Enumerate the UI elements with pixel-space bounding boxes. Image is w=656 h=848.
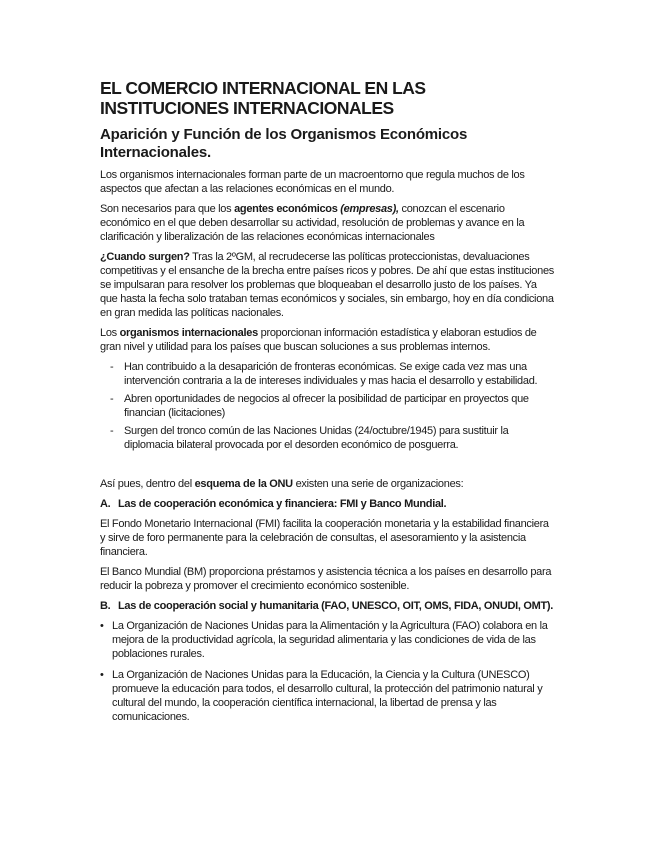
section-subtitle: Aparición y Función de los Organismos Económicos Internacionales.: [100, 126, 468, 161]
agents-post: conozcan el escenario económico en el que deben desarrollar su actividad, resolución de problemas y avance en la clarificación y liberalización de las relaciones económicas internacionales: [100, 203, 525, 243]
section-a-heading: [100, 497, 556, 511]
dash-list: [100, 360, 556, 452]
bullet-marker: •: [100, 620, 104, 632]
agents-pre: Son necesarios para que los: [100, 203, 235, 215]
section-a-title: Las de cooperación económica y financiera: FMI y Banco Mundial.: [118, 498, 447, 510]
origin-text: Tras la 2ºGM, al recrudecerse las políticas proteccionistas, devaluaciones competitivas y el ensanche de la brecha entre países ricos y pobres. De ahí que estas instituciones se impulsaran para resolver los problemas que bloqueaban el desarrollo justo de los países. Ya que hasta la fecha solo trataban temas económicos y sociales, sin embargo, hoy en día condiciona en gran medida las políticas nacionales.: [100, 251, 554, 319]
section-a-letter: A.: [100, 498, 111, 510]
agents-bold-italic: (empresas),: [337, 203, 399, 215]
organisms-bold: organismos internacionales: [119, 327, 258, 339]
unesco-text: La Organización de Naciones Unidas para la Educación, la Ciencia y la Cultura (UNESCO) promueve la educación para todos, el desarrollo cultural, la protección del patrimonio natural y cultural del mundo, la cooperación científica internacional, la libertad de prensa y las comunicaciones.: [112, 669, 543, 723]
list-item-text: Han contribuido a la desaparición de fronteras económicas. Se exige cada vez mas una intervención contraria a la de intereses individuales y mas hacia el desarrollo y estabilidad.: [124, 361, 538, 387]
organisms-post: proporcionan información estadística y elaboran estudios de gran nivel y utilidad para los países que buscan soluciones a sus problemas internos.: [100, 327, 537, 353]
list-item: [110, 424, 556, 452]
onu-paragraph: [100, 477, 556, 491]
agents-paragraph: [100, 202, 556, 244]
dash-marker: -: [110, 393, 114, 405]
list-item: [110, 360, 556, 388]
list-item-text: Surgen del tronco común de las Naciones Unidas (24/octubre/1945) para sustituir la diplomacia bilateral provocada por el desorden económico de posguerra.: [124, 425, 509, 451]
list-item: [100, 619, 556, 661]
bullet-marker: •: [100, 669, 104, 681]
dash-marker: -: [110, 425, 114, 437]
organisms-paragraph: [100, 326, 556, 354]
list-item: [100, 668, 556, 724]
list-item-text: Abren oportunidades de negocios al ofrecer la posibilidad de participar en proyectos que financian (licitaciones): [124, 393, 529, 419]
organisms-pre: Los: [100, 327, 120, 339]
fao-text: La Organización de Naciones Unidas para la Alimentación y la Agricultura (FAO) colabora en la mejora de la productividad agrícola, la seguridad alimentaria y las condiciones de vida de las poblaciones rurales.: [112, 620, 548, 660]
list-item: [110, 392, 556, 420]
onu-pre: Así pues, dentro del: [100, 478, 195, 490]
origin-question: ¿Cuando surgen?: [100, 251, 190, 263]
fmi-paragraph: El Fondo Monetario Internacional (FMI) facilita la cooperación monetaria y la estabilidad financiera y sirve de foro permanente para la celebración de consultas, el asesoramiento y la asistencia financiera.: [100, 518, 549, 558]
section-b-letter: B.: [100, 600, 111, 612]
dash-marker: -: [110, 361, 114, 373]
onu-bold: esquema de la ONU: [194, 478, 293, 490]
document-page: [100, 78, 556, 731]
origin-paragraph: [100, 250, 556, 320]
spacer: [100, 456, 556, 477]
section-b-title: Las de cooperación social y humanitaria (FAO, UNESCO, OIT, OMS, FIDA, ONUDI, OMT).: [118, 600, 554, 612]
document-title: EL COMERCIO INTERNACIONAL EN LAS INSTITUCIONES INTERNACIONALES: [100, 78, 426, 118]
bm-paragraph: El Banco Mundial (BM) proporciona préstamos y asistencia técnica a los países en desarrollo para reducir la pobreza y promover el crecimiento económico sostenible.: [100, 566, 552, 592]
agents-bold: agentes económicos: [234, 203, 338, 215]
section-b-heading: [100, 599, 556, 613]
intro-paragraph: Los organismos internacionales forman parte de un macroentorno que regula muchos de los aspectos que afectan a las relaciones económicas en el mundo.: [100, 169, 525, 195]
onu-post: existen una serie de organizaciones:: [292, 478, 464, 490]
